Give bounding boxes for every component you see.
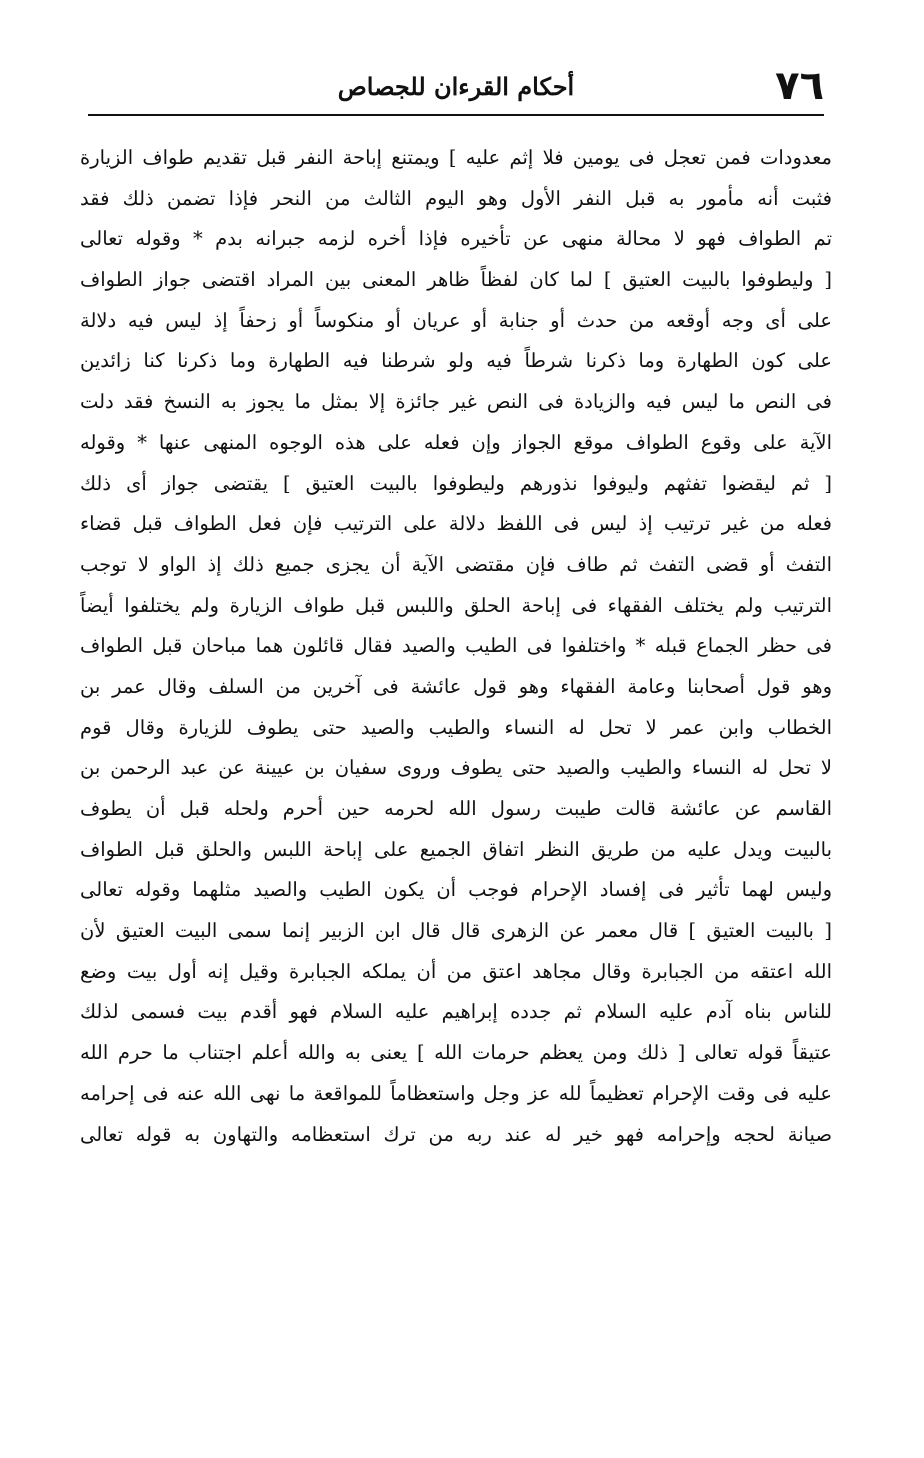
text-line: وهو قول أصحابنا وعامة الفقهاء وهو قول عائشة فى آخرين من السلف وقال عمر بن	[80, 674, 832, 698]
text-line: فى حظر الجماع قبله * واختلفوا فى الطيب والصيد فقال قائلون هما مباحان قبل الطواف	[80, 634, 832, 658]
header-divider	[88, 114, 824, 116]
text-line: القاسم عن عائشة قالت طيبت رسول الله لحرمه حين أحرم ولحله قبل أن يطوف	[80, 797, 832, 820]
text-line: [ ثم ليقضوا تفثهم وليوفوا نذورهم وليطوفوا بالبيت العتيق ] يقتضى جواز أى ذلك	[80, 471, 832, 495]
text-line: على كون الطهارة وما ذكرنا شرطاً فيه ولو شرطنا فيه الطهارة وما ذكرنا كنا زائدين	[80, 349, 832, 373]
text-line: وليس لهما تأثير فى إفساد الإحرام فوجب أن يكون الطيب والصيد مثلهما وقوله تعالى	[80, 878, 832, 902]
text-line: عليه فى وقت الإحرام تعظيماً لله عز وجل واستعظاماً للمواقعة ما نهى الله عنه فى إحرامه	[80, 1081, 832, 1105]
text-line: التفث أو قضى التفث ثم طاف فإن مقتضى الآية أن يجزى جميع ذلك إذ الواو لا توجب	[80, 552, 832, 576]
text-line: فعله من غير ترتيب إذ ليس فى اللفظ دلالة على الترتيب فإن فعل الطواف قبل قضاء	[80, 512, 832, 536]
running-title: أحكام القرءان للجصاص	[337, 72, 575, 101]
page-header	[88, 62, 824, 112]
text-line: الترتيب ولم يختلف الفقهاء فى إباحة الحلق واللبس قبل طواف الزيارة ولم يختلفوا أيضاً	[80, 593, 832, 617]
text-line: بالبيت ويدل عليه من طريق النظر اتفاق الجميع على إباحة اللبس والحلق قبل الطواف	[80, 837, 832, 861]
text-line: [ وليطوفوا بالبيت العتيق ] لما كان لفظاً ظاهر المعنى بين المراد اقتضى جواز الطواف	[80, 268, 832, 292]
page-number: ٧٦	[775, 63, 824, 109]
text-line: عتيقاً قوله تعالى [ ذلك ومن يعظم حرمات الله ] يعنى به والله أعلم اجتناب ما حرم الله	[80, 1041, 832, 1065]
text-line: [ بالبيت العتيق ] قال معمر عن الزهرى قال قال ابن الزبير إنما سمى البيت العتيق لأن	[80, 919, 832, 943]
text-line: تم الطواف فهو لا محالة منهى عن تأخيره فإذا أخره لزمه جبرانه بدم * وقوله تعالى	[80, 227, 832, 251]
text-line: لا تحل له النساء والطيب والصيد حتى يطوف وروى سفيان بن عيينة عن عبد الرحمن بن	[80, 756, 832, 780]
text-line: معدودات فمن تعجل فى يومين فلا إثم عليه ] ويمتنع إباحة النفر قبل تقديم طواف الزيارة	[80, 146, 832, 169]
text-line: الآية على وقوع الطواف موقع الجواز وإن فعله على هذه الوجوه المنهى عنها * وقوله	[80, 430, 832, 454]
text-line: على أى وجه أوقعه من حدث أو جنابة أو عريان أو منكوساً أو زحفاً إذ ليس فيه دلالة	[80, 308, 832, 332]
text-line: فثبت أنه مأمور به قبل النفر الأول وهو اليوم الثالث من النحر فإذا تضمن ذلك فقد	[80, 186, 832, 210]
body-text	[80, 138, 832, 1155]
text-line: فى النص ما ليس فيه والزيادة فى النص غير جائزة إلا بمثل ما يجوز به النسخ فقد دلت	[80, 390, 832, 414]
text-line: للناس بناه آدم عليه السلام ثم جدده إبراهيم عليه السلام فهو أقدم بيت فسمى لذلك	[80, 1000, 832, 1024]
text-line: الخطاب وابن عمر لا تحل له النساء والطيب والصيد حتى يطوف للزيارة وقال قوم	[80, 715, 832, 739]
text-line: صيانة لحجه وإحرامه فهو خير له عند ربه من ترك استعظامه والتهاون به قوله تعالى	[80, 1122, 832, 1146]
text-line: الله اعتقه من الجبابرة وقال مجاهد اعتق من أن يملكه الجبابرة وقيل إنه أول بيت وضع	[80, 959, 832, 983]
